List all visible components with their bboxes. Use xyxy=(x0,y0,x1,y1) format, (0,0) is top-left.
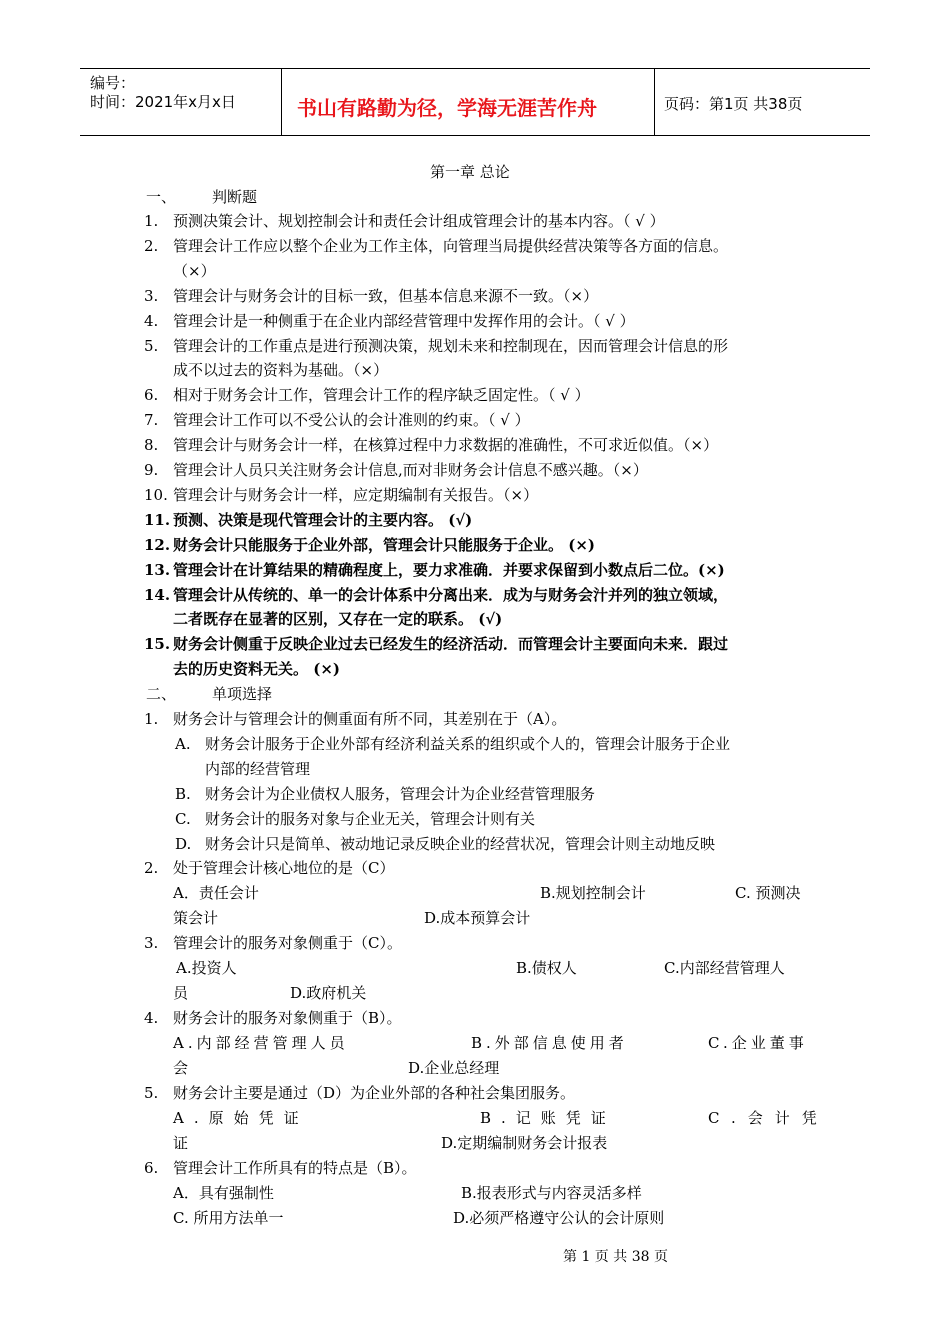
question-text: 预测、决策是现代管理会计的主要内容。 (√) xyxy=(173,510,473,529)
question-text: 财务会计的服务对象侧重于（B）。 xyxy=(173,1009,402,1027)
question-text: 财务会计只能服务于企业外部，管理会计只能服务于企业。 (×) xyxy=(173,535,595,554)
question-text: 管理会计工作应以整个企业为工作主体，向管理当局提供经营决策等各方面的信息。 xyxy=(173,236,729,255)
option-text-continued: 内部的经营管理 xyxy=(205,759,311,778)
option-d: D.必须严格遵守公认的会计原则 xyxy=(453,1209,665,1227)
question-number: 11. xyxy=(144,510,171,529)
question-number: 7. xyxy=(144,411,159,430)
question-number: 6. xyxy=(144,1159,159,1177)
header-divider-left xyxy=(281,68,282,135)
section-title: 单项选择 xyxy=(212,685,273,703)
option-c: C.内部经营管理人 xyxy=(664,959,785,977)
question-text: 预测决策会计、规划控制会计和责任会计组成管理会计的基本内容。（ √ ） xyxy=(173,212,665,230)
option-d: D.成本预算会计 xyxy=(424,909,531,927)
option-a: A.内部经营管理人员 xyxy=(173,1034,349,1052)
section-title: 判断题 xyxy=(212,188,258,206)
option-c: C. 预测决 xyxy=(735,884,801,902)
page-number-label: 页码：第1页 共38页 xyxy=(664,95,803,113)
header-bottom-rule xyxy=(80,135,870,136)
question-number: 12. xyxy=(144,535,171,554)
question-number: 4. xyxy=(144,311,159,330)
question-number: 2. xyxy=(144,236,159,255)
question-text-continued: （×） xyxy=(173,261,216,280)
question-text: 管理会计的工作重点是进行预测决策，规划未来和控制现在，因而管理会计信息的形 xyxy=(173,336,729,355)
section-number: 二、 xyxy=(146,685,177,703)
option-c-continued: 策会计 xyxy=(173,909,219,927)
option-d: D.政府机关 xyxy=(290,984,367,1002)
option-a: A．责任会计 xyxy=(173,884,259,902)
question-number: 6. xyxy=(144,386,159,405)
question-number: 9. xyxy=(144,461,159,479)
question-number: 1. xyxy=(144,212,159,230)
option-b: B.报表形式与内容灵活多样 xyxy=(461,1184,642,1202)
question-number: 1. xyxy=(144,710,159,728)
question-number: 5. xyxy=(144,1084,159,1102)
question-number: 13. xyxy=(144,560,171,579)
question-text: 处于管理会计核心地位的是（C） xyxy=(173,859,395,877)
question-number: 2. xyxy=(144,859,159,877)
question-text: 相对于财务会计工作，管理会计工作的程序缺乏固定性。（ √ ） xyxy=(173,386,590,405)
question-text: 管理会计工作可以不受公认的会计准则的约束。（ √ ） xyxy=(173,411,530,430)
question-text: 管理会计与财务会计一样，应定期编制有关报告。（×） xyxy=(173,485,539,504)
question-text: 管理会计人员只关注财务会计信息,而对非财务会计信息不感兴趣。（×） xyxy=(173,461,648,479)
question-text-continued: 二者既存在显著的区别，又存在一定的联系。 (√) xyxy=(173,610,503,629)
option-text: 财务会计为企业债权人服务，管理会计为企业经营管理服务 xyxy=(205,784,596,803)
section-number: 一、 xyxy=(146,188,177,206)
question-number: 14. xyxy=(144,585,171,604)
question-text: 管理会计工作所具有的特点是（B）。 xyxy=(173,1159,417,1177)
header-top-rule xyxy=(80,68,870,69)
header-motto: 书山有路勤为径，学海无涯苦作舟 xyxy=(297,96,597,120)
option-d: D.企业总经理 xyxy=(408,1059,500,1077)
header-divider-right xyxy=(654,68,655,135)
option-letter: D. xyxy=(175,834,192,853)
option-c: C.会计凭 xyxy=(708,1109,829,1127)
option-a: A．具有强制性 xyxy=(173,1184,274,1202)
question-text: 财务会计与管理会计的侧重面有所不同，其差别在于（A）。 xyxy=(173,710,567,728)
question-number: 5. xyxy=(144,336,159,355)
option-text: 财务会计只是简单、被动地记录反映企业的经营状况，管理会计则主动地反映 xyxy=(205,834,716,853)
chapter-title: 第一章 总论 xyxy=(430,163,510,181)
document-number-label: 编号： xyxy=(90,74,136,92)
option-c-continued: 员 xyxy=(173,984,189,1002)
question-text: 财务会计主要是通过（D）为企业外部的各种社会集团服务。 xyxy=(173,1084,576,1102)
option-b: B.规划控制会计 xyxy=(540,884,646,902)
option-a: A.投资人 xyxy=(176,959,237,977)
question-text: 管理会计的服务对象侧重于（C）。 xyxy=(173,934,402,952)
question-number: 3. xyxy=(144,934,159,952)
option-text: 财务会计服务于企业外部有经济利益关系的组织或个人的，管理会计服务于企业 xyxy=(205,735,731,753)
question-text: 管理会计是一种侧重于在企业内部经营管理中发挥作用的会计。（ √ ） xyxy=(173,311,635,330)
question-text: 管理会计与财务会计一样，在核算过程中力求数据的准确性，不可求近似值。（×） xyxy=(173,436,719,455)
question-text-continued: 去的历史资料无关。 (×) xyxy=(173,660,340,679)
option-letter: A. xyxy=(175,735,191,753)
option-d: D.定期编制财务会计报表 xyxy=(441,1134,608,1152)
option-b: B.债权人 xyxy=(516,959,577,977)
question-number: 10. xyxy=(144,485,168,504)
question-text: 财务会计侧重于反映企业过去已经发生的经济活动．而管理会计主要面向未来．跟过 xyxy=(173,635,729,654)
question-text-continued: 成不以过去的资料为基础。（×） xyxy=(173,361,389,380)
option-b: B.外部信息使用者 xyxy=(471,1034,628,1052)
option-b: B.记账凭证 xyxy=(480,1109,616,1127)
question-text: 管理会计在计算结果的精确程度上，要力求准确．并要求保留到小数点后二位。(×) xyxy=(173,560,725,579)
question-text: 管理会计从传统的、单一的会计体系中分离出来．成为与财务会汁并列的独立领域， xyxy=(173,585,729,604)
question-text: 管理会计与财务会计的目标一致，但基本信息来源不一致。（×） xyxy=(173,286,599,305)
question-number: 15. xyxy=(144,635,171,654)
option-c: C. 所用方法单一 xyxy=(173,1209,284,1227)
option-letter: B. xyxy=(175,784,191,803)
question-number: 3. xyxy=(144,286,159,305)
option-c-continued: 证 xyxy=(173,1134,189,1152)
option-text: 财务会计的服务对象与企业无关，管理会计则有关 xyxy=(205,809,536,828)
option-c-continued: 会 xyxy=(173,1059,189,1077)
question-number: 8. xyxy=(144,436,159,455)
document-date-label: 时间：2021年x月x日 xyxy=(90,93,236,111)
option-c: C.企业董事 xyxy=(708,1034,808,1052)
option-letter: C. xyxy=(175,809,191,828)
page-footer: 第 1 页 共 38 页 xyxy=(563,1249,668,1265)
option-a: A.原始凭证 xyxy=(173,1109,309,1127)
question-number: 4. xyxy=(144,1009,159,1027)
